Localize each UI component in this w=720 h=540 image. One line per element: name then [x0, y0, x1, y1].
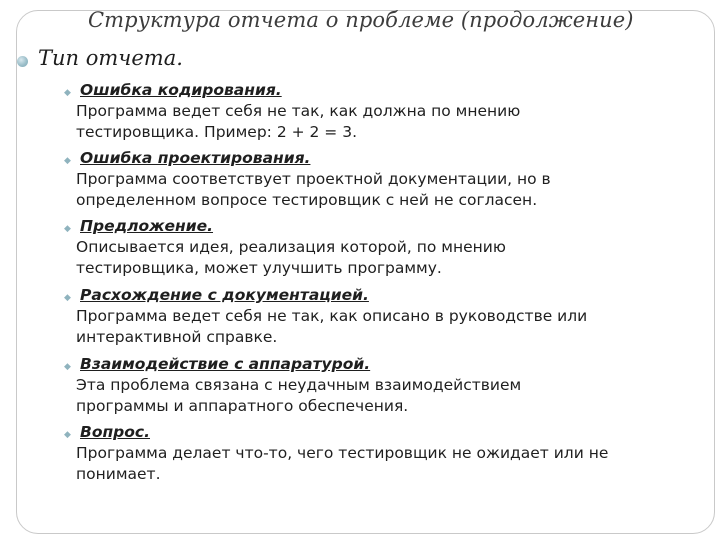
item-description: Программа ведет себя не так, как описано в руководстве или интерактивной справке.	[76, 307, 588, 346]
list-item	[64, 285, 714, 348]
bullet-icon: ◆	[64, 430, 71, 440]
item-description: Программа соответствует проектной документации, но в определенном вопросе тестировщик с ней не согласен.	[76, 170, 551, 209]
item-term: Ошибка проектирования.	[80, 149, 311, 167]
list-item	[64, 354, 714, 417]
item-term: Предложение.	[80, 217, 214, 235]
item-term: Ошибка кодирования.	[80, 81, 282, 99]
item-term: Взаимодействие с аппаратурой.	[80, 355, 371, 373]
bullet-icon: ◆	[64, 156, 71, 166]
item-term: Вопрос.	[80, 423, 150, 441]
list-item	[64, 80, 714, 143]
item-description: Эта проблема связана с неудачным взаимодействием программы и аппаратного обеспечения.	[76, 376, 522, 415]
slide-title: Структура отчета о проблеме (продолжение)	[88, 8, 634, 32]
item-description: Программа ведет себя не так, как должна по мнению тестировщика. Пример: 2 + 2 = 3.	[76, 102, 521, 141]
item-term: Расхождение с документацией.	[80, 286, 369, 304]
list-item	[64, 216, 714, 279]
section-heading: Тип отчета.	[38, 46, 183, 70]
item-description: Описывается идея, реализация которой, по мнению тестировщика, может улучшить программу.	[76, 238, 506, 277]
bullet-icon: ◆	[64, 88, 71, 98]
bullet-icon: ◆	[64, 293, 71, 303]
list-item	[64, 148, 714, 211]
bullet-icon: ◆	[64, 224, 71, 234]
section-bullet	[17, 56, 28, 67]
bullet-icon: ◆	[64, 362, 71, 372]
item-description: Программа делает что-то, чего тестировщик не ожидает или не понимает.	[76, 444, 609, 483]
list-item	[64, 422, 714, 485]
